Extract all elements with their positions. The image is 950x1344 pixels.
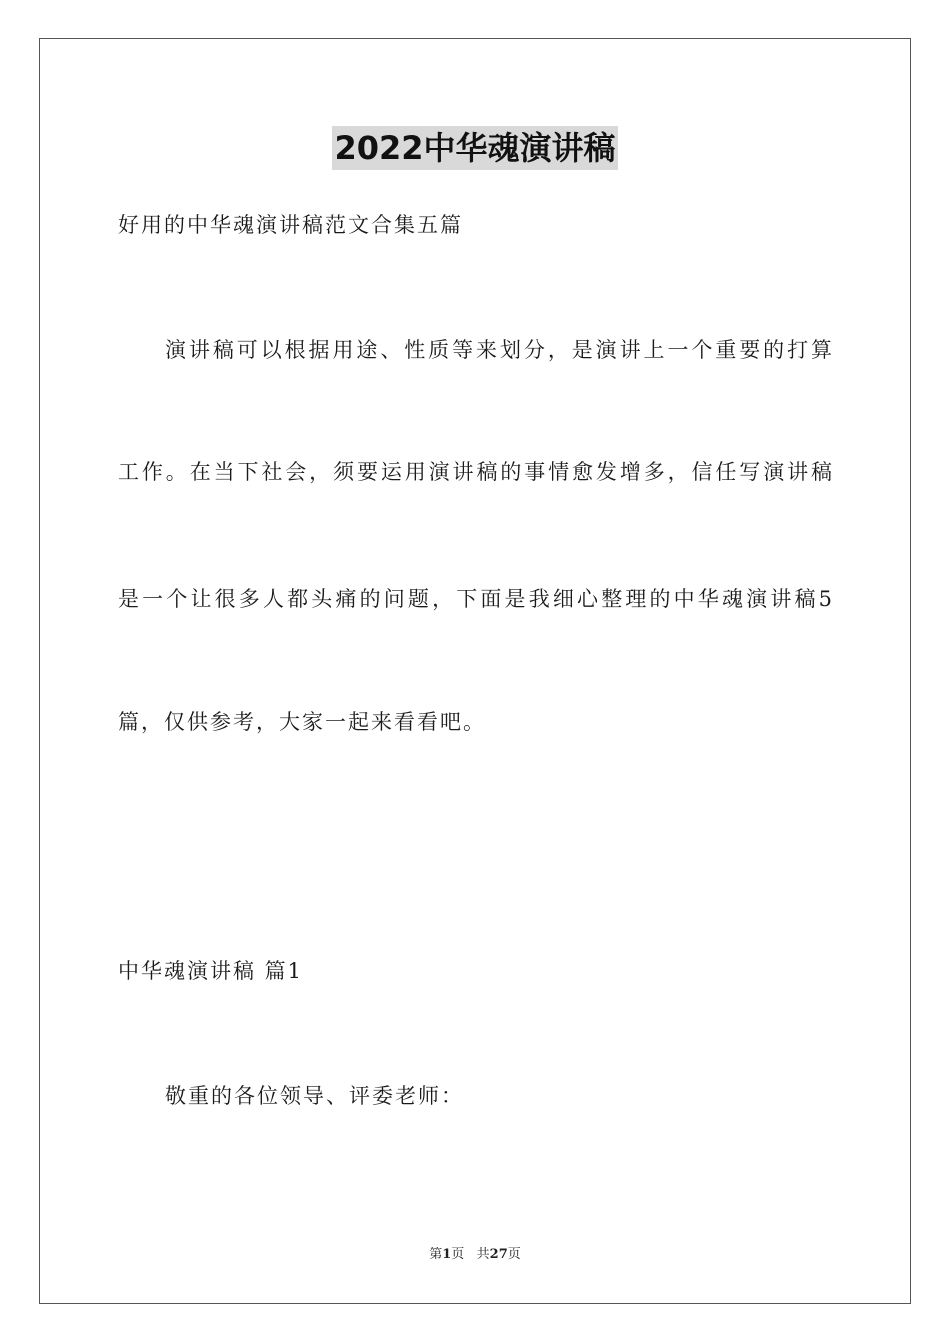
footer-suffix: 页 — [507, 1247, 521, 1262]
intro-line-3: 是一个让很多人都头痛的问题，下面是我细心整理的中华魂演讲稿5 — [118, 587, 834, 611]
title-container — [0, 126, 950, 170]
document-subtitle: 好用的中华魂演讲稿范文合集五篇 — [118, 213, 463, 237]
section-heading: 中华魂演讲稿 篇1 — [118, 959, 304, 983]
page-footer — [0, 1246, 950, 1264]
document-title: 2022中华魂演讲稿 — [332, 126, 617, 170]
footer-current-page: 1 — [442, 1247, 452, 1262]
intro-line-1: 演讲稿可以根据用途、性质等来划分，是演讲上一个重要的打算 — [165, 338, 834, 362]
salutation: 敬重的各位领导、评委老师： — [165, 1084, 464, 1108]
footer-total-pages: 27 — [489, 1247, 508, 1262]
footer-mid: 页 共 — [451, 1247, 490, 1262]
intro-line-2: 工作。在当下社会，须要运用演讲稿的事情愈发增多，信任写演讲稿 — [118, 460, 834, 484]
intro-line-4: 篇，仅供参考，大家一起来看看吧。 — [118, 710, 486, 734]
footer-prefix: 第 — [429, 1247, 443, 1262]
